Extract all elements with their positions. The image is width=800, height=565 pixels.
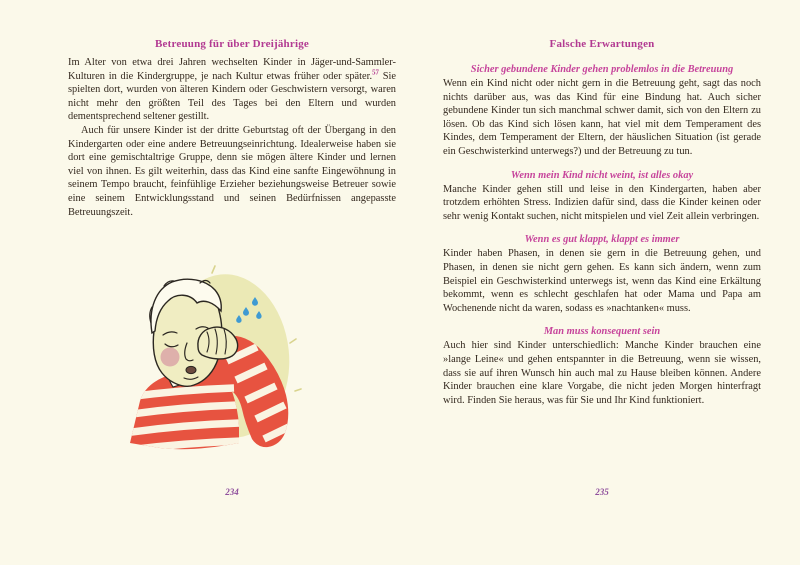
paragraph-text: Im Alter von etwa drei Jahren wechselten Kinder in Jäger-und-Sammler-Kulturen in die Kindergruppe, je nach Kultur etwas früher oder später. bbox=[68, 57, 396, 82]
left-page bbox=[68, 38, 396, 219]
left-paragraph-2: Auch für unsere Kinder ist der dritte Geburtstag oft der Übergang in den Kindergarten oder eine andere Betreuungseinrichtung. Idealerweise haben sie dort eine gemischtaltrige Gruppe, denn sie mögen ältere Kinder und lernen viel von ihnen. Es gilt weiterhin, dass das Kind eine sanfte Eingewöhnung in seinem Tempo braucht, feinfühlige Erzieher beziehungsweise Betreuer sowie eine seinem Entwicklungsstand und seinen Bedürfnissen angepasste Betreuungszeit. bbox=[68, 124, 396, 218]
sub-heading: Sicher gebundene Kinder gehen problemlos in die Betreuung bbox=[470, 64, 734, 75]
paragraph-text: Sie spielten dort, wurden von älteren Kindern oder Geschwistern versorgt, waren nicht mehr den größten Teil des Tages bei den Eltern und wurden dementsprechend seltener gestillt. bbox=[68, 70, 396, 123]
crying-child-illustration bbox=[112, 251, 327, 479]
sub-heading: Wenn mein Kind nicht weint, ist alles okay bbox=[510, 169, 694, 181]
cheek-blush bbox=[161, 348, 180, 367]
right-page-number: 235 bbox=[595, 487, 609, 497]
section-body: Manche Kinder gehen still und leise in den Kindergarten, haben aber trotzdem erhöhten Stress. Indizien dafür sind, dass die Kinder keinen oder sehr wenig Kontakt suchen, nicht mitspielen und viel Zeit allein verbringen. bbox=[443, 183, 761, 222]
left-page-title: Betreuung für über Dreijährige bbox=[155, 38, 309, 50]
section-body: Auch hier sind Kinder unterschiedlich: Manche Kinder brauchen eine »lange Leine« und gehen entspannter in die Betreuung, wenn sie wissen, dass sie auf ihren Wunsch hin auch mal zu Hause bleiben können. Andere Kinder brauchen eine klare Vorgabe, die nicht jeden Morgen hinterfragt wird. Finden Sie heraus, was für Sie und Ihr Kind funktioniert. bbox=[443, 340, 761, 406]
section-secure-attachment bbox=[443, 64, 761, 159]
section-not-crying bbox=[443, 170, 761, 224]
section-body: Kinder haben Phasen, in denen sie gern in die Betreuung gehen, und Phasen, in denen sie nicht gern gehen. Es kann sich ändern, wenn zum Beispiel ein Geschwisterkind unterwegs ist, wenn das Kind eine Erkältung bekommt, wenn es schlecht geschlafen hat oder Mama und Papa am Wochenende nicht da waren, sodass es »nachtanken« muss. bbox=[443, 248, 761, 314]
section-phases bbox=[443, 234, 761, 315]
section-body: Wenn ein Kind nicht oder nicht gern in die Betreuung geht, sagt das noch nichts darüber aus, was das Kind für eine Bindung hat. Auch sicher gebundene Kinder tun sich manchmal schwer damit, sich von den Eltern zu lösen. Ob das Kind sich lösen kann, hat viel mit dem Temperament des Kindes, dem Temperament der Eltern, der häuslichen Situation (ist gerade ein Geschwisterkind unterwegs?) und der Betreuung zu tun. bbox=[443, 78, 761, 157]
right-page bbox=[443, 38, 761, 407]
right-page-title: Falsche Erwartungen bbox=[549, 38, 655, 50]
section-consistency bbox=[443, 326, 761, 407]
sub-heading: Man muss konsequent sein bbox=[543, 326, 661, 338]
left-page-number: 234 bbox=[225, 487, 239, 497]
left-paragraph-1 bbox=[68, 56, 396, 124]
footnote-marker: 57 bbox=[372, 69, 379, 77]
sub-heading: Wenn es gut klappt, klappt es immer bbox=[524, 234, 680, 246]
mouth bbox=[186, 366, 196, 373]
